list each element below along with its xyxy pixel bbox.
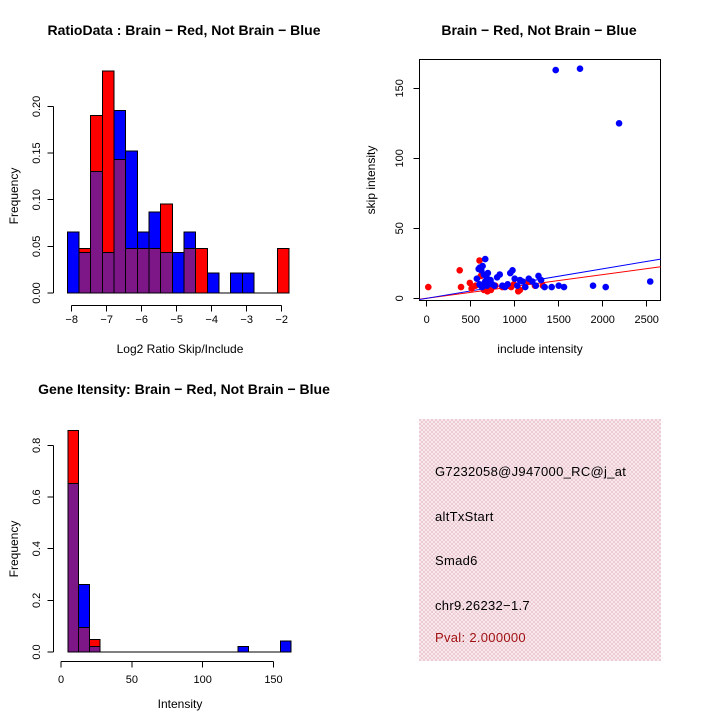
y-tick-label: 0.00 bbox=[31, 282, 43, 304]
y-tick-label: 0.8 bbox=[31, 437, 43, 453]
histogram-bar bbox=[242, 273, 254, 293]
histogram-bar-overlap bbox=[161, 252, 173, 293]
x-tick-label: −3 bbox=[240, 314, 253, 326]
scatter-point-blue bbox=[533, 282, 540, 289]
x-tick-label: −7 bbox=[100, 314, 113, 326]
scatter-point-red bbox=[476, 257, 483, 264]
scatter-point-blue bbox=[514, 282, 521, 289]
y-tick-label: 0.6 bbox=[31, 489, 43, 505]
histogram-bar bbox=[238, 646, 249, 652]
histogram-bar-overlap bbox=[91, 171, 103, 293]
histogram-bar-overlap bbox=[79, 252, 91, 293]
info-box-panel bbox=[419, 419, 661, 661]
gene-hist-ylabel: Frequency bbox=[7, 520, 21, 578]
histogram-bar-overlap bbox=[114, 160, 126, 293]
x-tick-label: 500 bbox=[461, 314, 480, 326]
scatter-point-red bbox=[425, 284, 432, 291]
x-tick-label: −2 bbox=[275, 314, 288, 326]
x-tick-label: −6 bbox=[135, 314, 148, 326]
gene-hist-title: Gene Itensity: Brain − Red, Not Brain − Blue bbox=[38, 381, 330, 397]
scatter-point-blue bbox=[519, 278, 526, 285]
scatter-point-blue bbox=[602, 284, 609, 291]
scatter-point-blue bbox=[496, 271, 503, 278]
scatter-point-blue bbox=[561, 284, 568, 291]
histogram-bar bbox=[91, 115, 103, 171]
scatter-point-red bbox=[456, 267, 463, 274]
histogram-bar-overlap bbox=[126, 249, 138, 293]
x-tick-label: 1000 bbox=[502, 314, 527, 326]
histogram-bar-overlap bbox=[89, 646, 100, 652]
x-tick-label: 0 bbox=[57, 674, 65, 686]
scatter-point-blue bbox=[616, 120, 623, 127]
scatter-ylabel: skip intensity bbox=[364, 145, 378, 215]
info-line-pval: Pval: 2.000000 bbox=[435, 630, 526, 645]
scatter-point-blue bbox=[474, 275, 481, 282]
histogram-bar bbox=[68, 431, 79, 484]
x-tick-label: 150 bbox=[264, 674, 283, 686]
ratio-hist-title: RatioData : Brain − Red, Not Brain − Blue bbox=[47, 22, 321, 38]
ratio-hist-xlabel: Log2 Ratio Skip/Include bbox=[116, 342, 244, 356]
y-tick-label: 0.0 bbox=[31, 644, 43, 660]
y-tick-label: 0.15 bbox=[31, 142, 43, 164]
scatter-title: Brain − Red, Not Brain − Blue bbox=[441, 22, 637, 38]
info-line-gene: Smad6 bbox=[435, 553, 478, 568]
x-tick-label: 2000 bbox=[590, 314, 615, 326]
y-tick-label: 0.4 bbox=[31, 541, 43, 557]
x-tick-label: −8 bbox=[65, 314, 78, 326]
x-tick-label: −4 bbox=[205, 314, 218, 326]
scatter-point-blue bbox=[509, 267, 516, 274]
x-tick-label: 50 bbox=[125, 674, 138, 686]
scatter-point-blue bbox=[577, 65, 584, 72]
info-line-locus: chr9.26232−1.7 bbox=[435, 598, 530, 613]
histogram-bar bbox=[161, 204, 173, 252]
y-tick-label: 150 bbox=[394, 79, 406, 98]
histogram-bar-overlap bbox=[68, 484, 79, 652]
histogram-bar-overlap bbox=[149, 249, 161, 293]
gene-hist-xlabel: Intensity bbox=[157, 697, 203, 711]
scatter-point-blue bbox=[538, 277, 545, 284]
x-tick-label: 2500 bbox=[634, 314, 659, 326]
histogram-bar bbox=[79, 585, 90, 628]
histogram-bar bbox=[137, 232, 149, 248]
histogram-bar bbox=[114, 110, 126, 159]
scatter-point-blue bbox=[522, 284, 529, 291]
scatter-xlabel: include intensity bbox=[497, 342, 583, 356]
histogram-bar bbox=[277, 249, 289, 293]
histogram-bar bbox=[281, 641, 292, 652]
histogram-bar-overlap bbox=[137, 249, 149, 293]
scatter-point-blue bbox=[548, 284, 555, 291]
y-tick-label: 0.20 bbox=[31, 95, 43, 118]
y-tick-label: 0.2 bbox=[31, 592, 43, 608]
scatter-point-blue bbox=[647, 278, 654, 285]
x-tick-label: 100 bbox=[193, 674, 212, 686]
histogram-bar bbox=[231, 273, 243, 293]
y-tick-label: 0 bbox=[394, 295, 406, 302]
ratio-hist-ylabel: Frequency bbox=[7, 167, 21, 225]
scatter-point-blue bbox=[482, 256, 489, 263]
info-line-event-type: altTxStart bbox=[435, 509, 494, 524]
scatter-point-blue bbox=[590, 282, 597, 289]
histogram-bar bbox=[172, 252, 184, 293]
info-line-probe-id: G7232058@J947000_RC@j_at bbox=[435, 464, 627, 479]
histogram-bar bbox=[196, 249, 208, 293]
histogram-bar-overlap bbox=[102, 252, 114, 293]
histogram-bar bbox=[207, 273, 219, 293]
histogram-bar-overlap bbox=[79, 627, 90, 652]
plot-box bbox=[419, 59, 660, 300]
scatter-point-red bbox=[458, 284, 465, 291]
scatter-point-blue bbox=[541, 284, 548, 291]
scatter-point-red bbox=[467, 280, 474, 287]
x-tick-label: 0 bbox=[423, 314, 430, 326]
scatter-point-blue bbox=[552, 67, 559, 74]
scatter-point-blue bbox=[491, 282, 498, 289]
scatter-point-blue bbox=[479, 263, 486, 270]
y-tick-label: 50 bbox=[394, 222, 406, 235]
histogram-bar bbox=[149, 212, 161, 249]
scatter-point-blue bbox=[504, 281, 511, 288]
y-tick-label: 100 bbox=[394, 149, 406, 168]
x-tick-label: −5 bbox=[170, 314, 183, 326]
histogram-bar bbox=[79, 249, 91, 253]
histogram-bar bbox=[89, 640, 100, 647]
y-tick-label: 0.05 bbox=[31, 235, 43, 258]
x-tick-label: 1500 bbox=[546, 314, 571, 326]
histogram-bar bbox=[67, 232, 79, 293]
y-tick-label: 0.10 bbox=[31, 188, 43, 211]
histogram-bar bbox=[126, 151, 138, 249]
scatter-point-blue bbox=[485, 270, 492, 277]
histogram-bar bbox=[184, 232, 196, 248]
histogram-bar bbox=[102, 71, 114, 253]
histogram-bar-overlap bbox=[184, 249, 196, 293]
